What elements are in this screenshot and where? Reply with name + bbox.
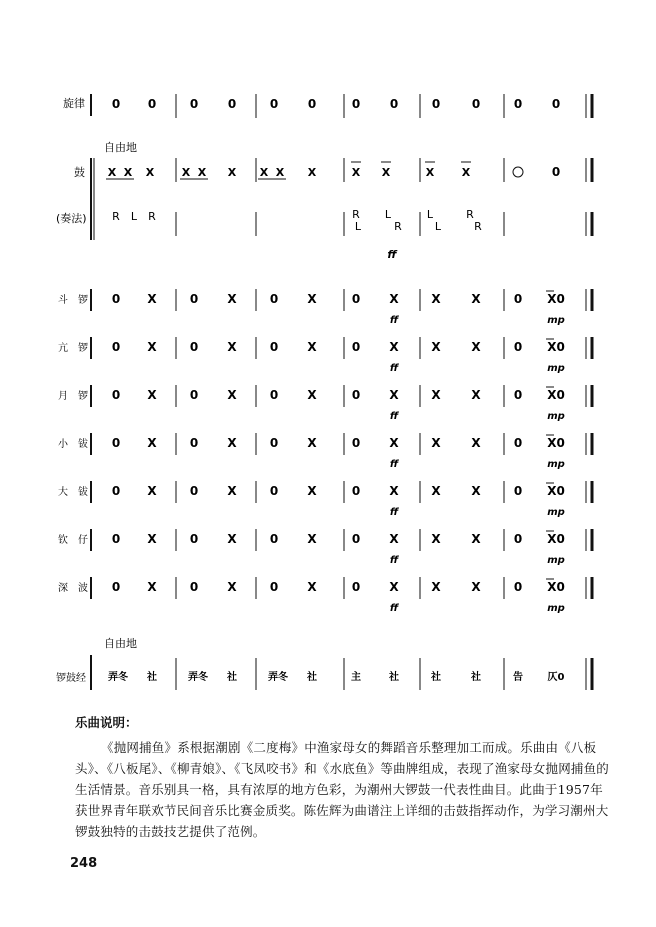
luogu-syllable: 社 [431,672,441,683]
instrument-note: X [431,580,441,594]
instrument-note: X [227,580,237,594]
instrument-note: 0 [269,340,279,354]
explanation [75,712,615,842]
instrument-note: X [431,484,441,498]
instrument-note: X [147,388,157,402]
instrument-note: X [307,436,317,450]
drum-stroke: X [381,166,391,179]
instrument-note: 0 [513,292,523,306]
hand-mark: R [112,210,120,223]
instrument-note: X [389,340,399,354]
instrument-note: X0 [547,532,565,546]
instrument-note: 0 [351,532,361,546]
instrument-note: X [471,436,481,450]
drum-stroke: X [425,166,435,179]
luogu-syllable: 社 [471,672,481,683]
luogu-syllable: 社 [227,672,237,683]
instrument-note: X [307,388,317,402]
instrument-note: X [471,292,481,306]
dynamic-ff: ff [389,507,399,518]
luogu-syllable: 弄冬 [268,672,288,683]
hand-mark: L [130,210,138,223]
instrument-note: X [431,340,441,354]
melody-label: 旋律 [63,97,85,110]
dynamic-ff: ff [389,363,399,374]
drum-stroke: X [461,166,471,179]
instrument-note: 0 [189,484,199,498]
luogu-syllable: 仄0 [547,672,565,683]
instrument-note: 0 [189,340,199,354]
hand-mark: L [426,208,434,221]
hand-mark: L [384,208,392,221]
dynamic-mp: mp [547,315,565,326]
instrument-row [58,529,592,566]
dynamic-ff: ff [389,411,399,422]
instrument-note: 0 [111,532,121,546]
dynamic-ff: ff [389,603,399,614]
drum-stroke: X [181,166,191,179]
technique-label: (奏法) [56,212,87,225]
instrument-note: X [307,580,317,594]
hand-mark: R [148,210,156,223]
instrument-note: X [431,532,441,546]
instrument-label: 亢锣 [58,343,98,354]
instrument-note: 0 [189,292,199,306]
melody-note: 0 [351,97,361,111]
instrument-note: X0 [547,436,565,450]
instrument-note: 0 [269,580,279,594]
melody-note: 0 [551,97,561,111]
instrument-label: 斗锣 [58,295,98,306]
instrument-note: X [227,340,237,354]
instrument-note: X [389,292,399,306]
percussion-section [58,289,592,614]
instrument-note: 0 [351,484,361,498]
instrument-note: X [389,580,399,594]
dynamic-mp: mp [547,363,565,374]
dynamic-ff: ff [389,315,399,326]
instrument-row [58,433,592,470]
luogu-syllable: 告 [513,672,523,683]
instrument-note: X [431,388,441,402]
instrument-note: X0 [547,484,565,498]
instrument-note: 0 [189,532,199,546]
instrument-note: X [147,580,157,594]
drum-stroke: X [107,166,117,179]
drum-rest: 0 [551,165,561,179]
instrument-row [58,337,592,374]
instrument-note: 0 [351,436,361,450]
instrument-note: X [227,292,237,306]
instrument-note: X [389,484,399,498]
instrument-note: X [389,436,399,450]
instrument-note: X [431,292,441,306]
instrument-note: X [431,436,441,450]
instrument-note: X0 [547,340,565,354]
dynamic-mp: mp [547,603,565,614]
melody-note: 0 [269,97,279,111]
drum-stroke: X [259,166,269,179]
drum-stroke: X [145,166,155,179]
melody-row [63,94,592,118]
instrument-note: X [227,532,237,546]
drum-stroke: X [227,166,237,179]
drum-stroke: X [275,166,285,179]
luogu-free-time-label: 自由地 [104,637,137,650]
instrument-note: X [147,292,157,306]
instrument-note: 0 [513,340,523,354]
melody-note: 0 [111,97,121,111]
instrument-note: 0 [513,484,523,498]
melody-note: 0 [389,97,399,111]
melody-note: 0 [147,97,157,111]
instrument-note: X [471,532,481,546]
instrument-note: 0 [513,580,523,594]
instrument-row [58,577,592,614]
instrument-note: X [471,484,481,498]
instrument-label: 大钹 [58,487,98,498]
drum-stroke: X [351,166,361,179]
dynamic-mp: mp [547,459,565,470]
melody-note: 0 [431,97,441,111]
instrument-note: X [227,388,237,402]
luogu-syllable: 社 [389,672,399,683]
hand-mark: R [352,208,360,221]
instrument-note: 0 [189,388,199,402]
instrument-note: 0 [269,532,279,546]
instrument-label: 月锣 [58,391,98,402]
instrument-note: 0 [269,388,279,402]
instrument-note: 0 [269,484,279,498]
instrument-label: 深波 [58,583,98,594]
instrument-note: X [471,388,481,402]
instrument-note: 0 [351,388,361,402]
instrument-note: 0 [111,484,121,498]
hand-mark: R [466,208,474,221]
melody-note: 0 [307,97,317,111]
instrument-note: 0 [269,436,279,450]
drum-label: 鼓 [74,166,85,179]
instrument-note: 0 [111,340,121,354]
instrument-note: 0 [351,580,361,594]
instrument-note: X [307,484,317,498]
hand-mark: L [354,220,362,233]
luogu-section [56,636,592,690]
drum-section [56,140,592,261]
free-time-label: 自由地 [104,141,137,154]
hand-mark: L [434,220,442,233]
instrument-note: 0 [513,532,523,546]
dynamic-mp: mp [547,507,565,518]
roll-symbol [513,167,523,177]
instrument-row [58,385,592,422]
dynamic-mp: mp [547,555,565,566]
instrument-note: 0 [513,436,523,450]
drum-stroke: X [307,166,317,179]
instrument-note: 0 [111,436,121,450]
instrument-label: 钦仔 [58,535,98,546]
luogu-syllable: 社 [147,672,157,683]
instrument-note: X [307,292,317,306]
instrument-note: X [227,484,237,498]
instrument-note: X [307,532,317,546]
instrument-label: 小钹 [58,439,98,450]
luogu-syllable: 弄冬 [108,672,128,683]
instrument-note: X [227,436,237,450]
instrument-note: 0 [111,388,121,402]
instrument-note: 0 [111,580,121,594]
luogu-label: 锣鼓经 [56,673,86,684]
instrument-note: X [147,532,157,546]
instrument-note: 0 [351,292,361,306]
instrument-row [58,481,592,518]
instrument-note: 0 [189,580,199,594]
melody-note: 0 [227,97,237,111]
instrument-note: X [471,580,481,594]
instrument-note: X [147,340,157,354]
dynamic-ff: ff [387,248,397,261]
luogu-syllable: 社 [307,672,317,683]
instrument-note: X0 [547,388,565,402]
instrument-note: X [147,436,157,450]
page-number: 248 [70,856,98,871]
melody-note: 0 [471,97,481,111]
instrument-note: X [147,484,157,498]
dynamic-ff: ff [389,555,399,566]
instrument-row [58,289,592,326]
instrument-note: X [389,388,399,402]
instrument-note: X0 [547,580,565,594]
explanation-paragraph: 《抛网捕鱼》系根据潮剧《二度梅》中渔家母女的舞蹈音乐整理加工而成。乐曲由《八板头》、《八板尾》、《柳青娘》、《飞凤咬书》和《水底鱼》等曲牌组成，表现了渔家母女抛网捕鱼的生活情景。音乐别具一格，具有浓厚的地方色彩，为潮州大锣鼓一代表性曲目。此曲于1957年获世界青年联欢节民间音乐比赛金质奖。陈佐辉为曲谱注上详细的击鼓指挥动作，为学习潮州大锣鼓独特的击鼓技艺提供了范例。 [75,740,610,839]
instrument-note: 0 [513,388,523,402]
luogu-syllable: 弄冬 [188,672,208,683]
instrument-note: X [307,340,317,354]
melody-note: 0 [189,97,199,111]
hand-mark: R [474,220,482,233]
dynamic-mp: mp [547,411,565,422]
melody-note: 0 [513,97,523,111]
instrument-note: X [471,340,481,354]
instrument-note: 0 [189,436,199,450]
instrument-note: 0 [269,292,279,306]
luogu-syllable: 主 [351,672,361,683]
explanation-title: 乐曲说明： [75,715,138,730]
instrument-note: X [389,532,399,546]
instrument-note: 0 [111,292,121,306]
drum-stroke: X [123,166,133,179]
hand-mark: R [394,220,402,233]
instrument-note: X0 [547,292,565,306]
dynamic-ff: ff [389,459,399,470]
drum-stroke: X [197,166,207,179]
instrument-note: 0 [351,340,361,354]
